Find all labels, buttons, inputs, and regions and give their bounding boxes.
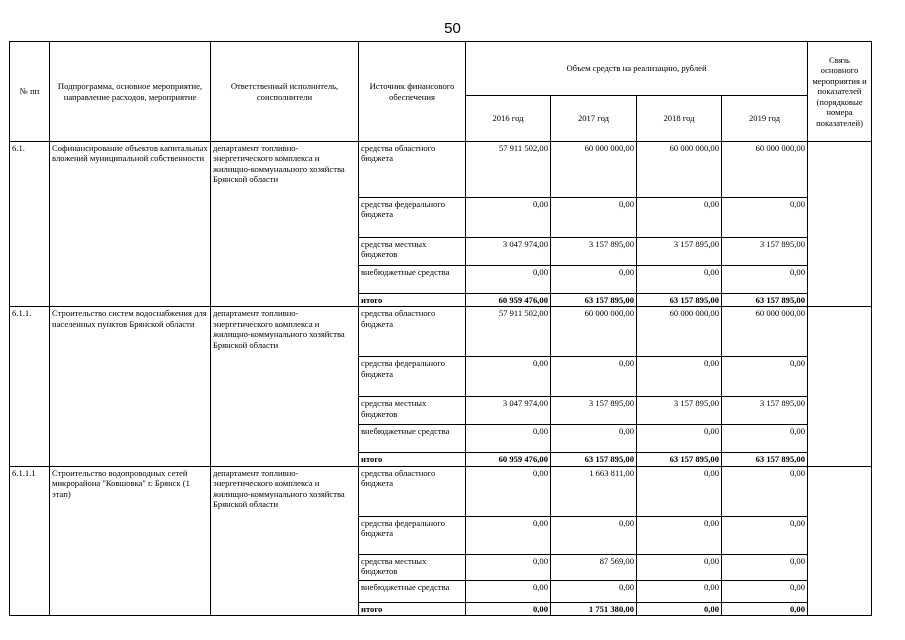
value-cell: 0,00 — [637, 266, 722, 294]
value-cell: 3 157 895,00 — [722, 397, 808, 425]
row-name: Строительство водопроводных сетей микрорайона "Ковшовка" г. Брянск (1 этап) — [50, 466, 211, 615]
value-cell: 0,00 — [551, 198, 637, 238]
link-cell — [808, 142, 872, 307]
header-number: № пп — [10, 42, 50, 142]
value-cell: 0,00 — [722, 466, 808, 516]
value-cell: 0,00 — [466, 266, 551, 294]
header-volume: Объем средств на реализацию, рублей — [466, 42, 808, 96]
value-cell: 87 569,00 — [551, 554, 637, 580]
value-cell: 60 000 000,00 — [722, 307, 808, 357]
value-cell: 3 157 895,00 — [637, 397, 722, 425]
source-cell: средства областного бюджета — [359, 142, 466, 198]
value-cell: 0,00 — [551, 266, 637, 294]
source-cell: средства местных бюджетов — [359, 397, 466, 425]
row-executor: департамент топливно-энергетического комплекса и жилищно-коммунального хозяйства Брянской области — [211, 466, 359, 615]
row-name: Софинансирование объектов капитальных вложений муниципальной собственности — [50, 142, 211, 307]
value-cell: 60 000 000,00 — [637, 142, 722, 198]
value-cell: 0,00 — [466, 602, 551, 615]
value-cell: 0,00 — [722, 602, 808, 615]
value-cell: 60 000 000,00 — [722, 142, 808, 198]
source-cell: внебюджетные средства — [359, 266, 466, 294]
value-cell: 0,00 — [466, 516, 551, 554]
value-cell: 60 000 000,00 — [551, 307, 637, 357]
table-row — [10, 466, 872, 516]
value-cell: 3 157 895,00 — [722, 238, 808, 266]
value-cell: 0,00 — [551, 580, 637, 602]
source-cell: средства федерального бюджета — [359, 357, 466, 397]
value-cell: 3 157 895,00 — [551, 397, 637, 425]
header-executor: Ответственный исполнитель, соисполнители — [211, 42, 359, 142]
header-link: Связь основного мероприятия и показателей (порядковые номера показателей) — [808, 42, 872, 142]
source-cell: внебюджетные средства — [359, 425, 466, 453]
value-cell: 0,00 — [637, 425, 722, 453]
source-cell: средства федерального бюджета — [359, 516, 466, 554]
value-cell: 0,00 — [637, 554, 722, 580]
row-number: 6.1. — [10, 142, 50, 307]
source-cell: внебюджетные средства — [359, 580, 466, 602]
value-cell: 60 000 000,00 — [637, 307, 722, 357]
table-row — [10, 307, 872, 357]
value-cell: 63 157 895,00 — [637, 453, 722, 466]
source-cell: средства местных бюджетов — [359, 238, 466, 266]
value-cell: 0,00 — [637, 516, 722, 554]
value-cell: 63 157 895,00 — [637, 294, 722, 307]
value-cell: 63 157 895,00 — [551, 294, 637, 307]
value-cell: 0,00 — [466, 425, 551, 453]
value-cell: 0,00 — [722, 357, 808, 397]
source-cell: итого — [359, 453, 466, 466]
source-cell: средства областного бюджета — [359, 466, 466, 516]
value-cell: 0,00 — [722, 554, 808, 580]
value-cell: 1 663 811,00 — [551, 466, 637, 516]
value-cell: 60 959 476,00 — [466, 453, 551, 466]
source-cell: итого — [359, 602, 466, 615]
value-cell: 63 157 895,00 — [722, 453, 808, 466]
value-cell: 57 911 502,00 — [466, 142, 551, 198]
budget-table — [9, 41, 872, 616]
page-number: 50 — [444, 20, 461, 37]
value-cell: 0,00 — [637, 357, 722, 397]
link-cell — [808, 307, 872, 466]
value-cell: 0,00 — [551, 425, 637, 453]
value-cell: 3 047 974,00 — [466, 397, 551, 425]
value-cell: 1 751 380,00 — [551, 602, 637, 615]
link-cell — [808, 466, 872, 615]
header-name: Подпрограмма, основное мероприятие, направление расходов, мероприятие — [50, 42, 211, 142]
value-cell: 0,00 — [466, 198, 551, 238]
value-cell: 0,00 — [722, 266, 808, 294]
header-source: Источник финансового обеспечения — [359, 42, 466, 142]
row-number: 6.1.1.1 — [10, 466, 50, 615]
value-cell: 63 157 895,00 — [722, 294, 808, 307]
value-cell: 0,00 — [466, 357, 551, 397]
value-cell: 0,00 — [466, 554, 551, 580]
header-year: 2016 год — [466, 96, 551, 142]
header-year: 2019 год — [722, 96, 808, 142]
value-cell: 3 157 895,00 — [551, 238, 637, 266]
source-cell: итого — [359, 294, 466, 307]
value-cell: 0,00 — [466, 466, 551, 516]
table-row — [10, 142, 872, 198]
value-cell: 3 047 974,00 — [466, 238, 551, 266]
value-cell: 0,00 — [637, 466, 722, 516]
value-cell: 0,00 — [722, 516, 808, 554]
value-cell: 3 157 895,00 — [637, 238, 722, 266]
source-cell: средства федерального бюджета — [359, 198, 466, 238]
value-cell: 0,00 — [551, 357, 637, 397]
value-cell: 0,00 — [551, 516, 637, 554]
source-cell: средства местных бюджетов — [359, 554, 466, 580]
value-cell: 0,00 — [722, 198, 808, 238]
header-year: 2017 год — [551, 96, 637, 142]
row-name: Строительство систем водоснабжения для населенных пунктов Брянской области — [50, 307, 211, 466]
value-cell: 0,00 — [637, 602, 722, 615]
value-cell: 57 911 502,00 — [466, 307, 551, 357]
source-cell: средства областного бюджета — [359, 307, 466, 357]
value-cell: 0,00 — [466, 580, 551, 602]
row-number: 6.1.1. — [10, 307, 50, 466]
value-cell: 0,00 — [722, 580, 808, 602]
value-cell: 60 000 000,00 — [551, 142, 637, 198]
row-executor: департамент топливно-энергетического комплекса и жилищно-коммунального хозяйства Брянской области — [211, 142, 359, 307]
value-cell: 60 959 476,00 — [466, 294, 551, 307]
value-cell: 0,00 — [637, 580, 722, 602]
value-cell: 0,00 — [637, 198, 722, 238]
header-year: 2018 год — [637, 96, 722, 142]
value-cell: 63 157 895,00 — [551, 453, 637, 466]
value-cell: 0,00 — [722, 425, 808, 453]
row-executor: департамент топливно-энергетического комплекса и жилищно-коммунального хозяйства Брянской области — [211, 307, 359, 466]
